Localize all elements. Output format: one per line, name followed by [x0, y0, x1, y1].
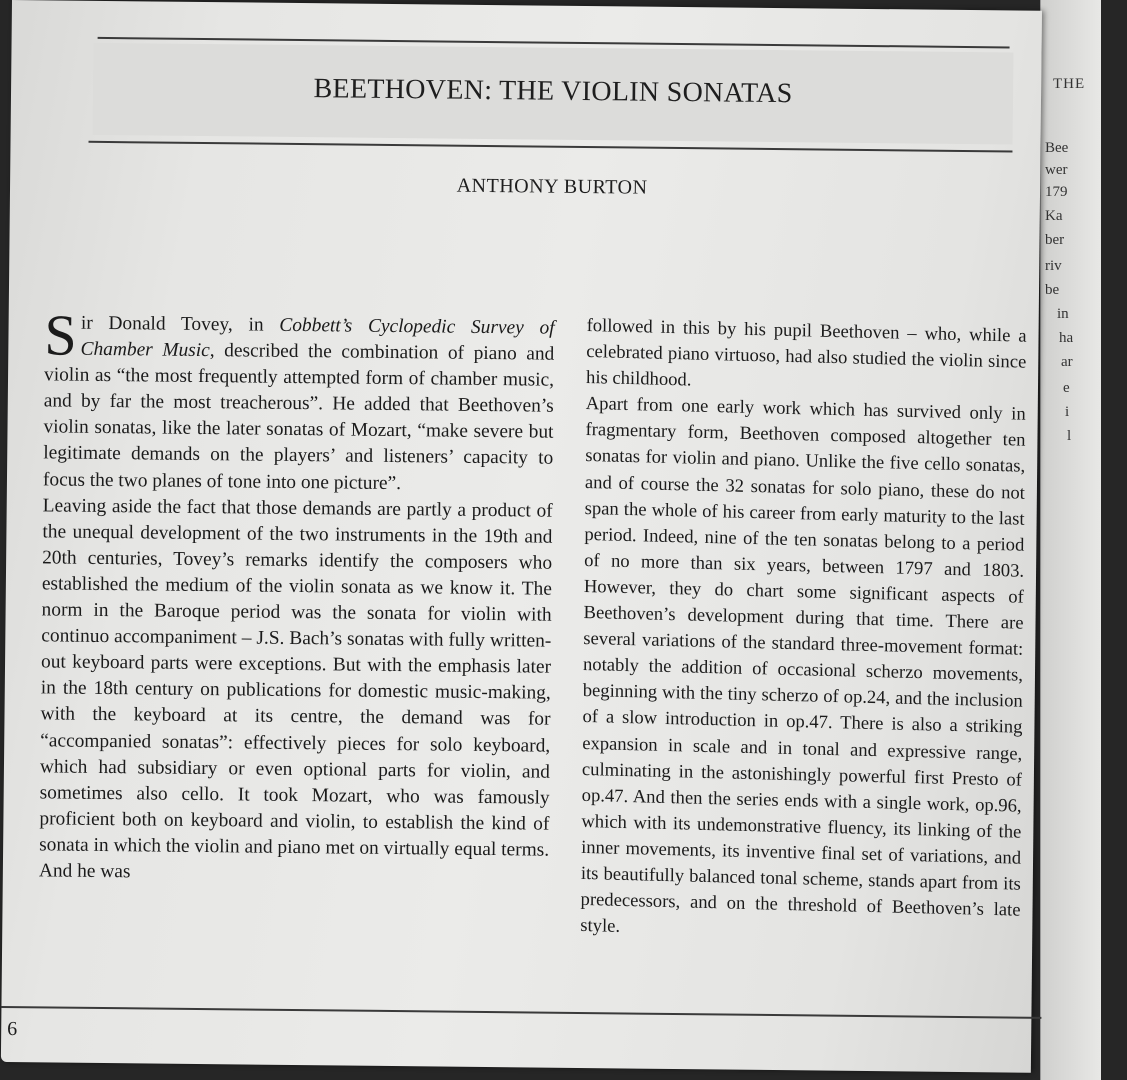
next-page-line: l	[1067, 428, 1072, 444]
next-page-line: i	[1065, 404, 1070, 420]
left-paragraph-2: Leaving aside the fact that those demands are partly a product of the unequal development of the two instruments in the 19th and 20th centuries, Tovey’s remarks identify the composers who established the medium of the violin sonata as we know it. The norm in the Baroque period was the sonata for violin with continuo accompaniment – J.S. Bach’s sonatas with fully written-out keyboard parts were exceptions. But with the emphasis later in the 18th century on publications for domestic music-making, with the keyboard at its centre, the demand was for “accompanied sonatas”: effectively pieces for solo keyboard, which had subsidiary or even optional parts for violin, and sometimes also cello. It took Mozart, who was famously proficient both on keyboard and violin, to establish the kind of sonata in which the violin and piano met on virtually equal terms. And he was	[38, 495, 553, 883]
next-page-line: 179	[1045, 184, 1068, 200]
next-page-line: ar	[1061, 354, 1073, 370]
page-number: 6	[7, 1018, 18, 1041]
paragraph-intro: ir Donald Tovey, in	[80, 312, 280, 336]
right-paragraph-1: followed in this by his pupil Beethoven – who, while a celebrated piano virtuoso, had also studied the violin since his childhood.	[585, 314, 1027, 391]
publication-title: Cobbett’s Cyclopedic Survey of Chamber Music	[80, 314, 555, 362]
next-page-line: ber	[1045, 232, 1065, 248]
next-page-line: riv	[1045, 258, 1062, 274]
left-column	[38, 302, 555, 889]
article-title: BEETHOVEN: THE VIOLIN SONATAS	[313, 73, 793, 110]
next-page-edge	[1040, 0, 1101, 1080]
next-page-heading-fragment: THE	[1053, 76, 1086, 92]
right-paragraph-2: Apart from one early work which has survived only in fragmentary form, Beethoven composed altogether ten sonatas for violin and piano. Unlike the five cello sonatas, and of course the 32 sonatas for solo piano, these do not span the whole of his career from early maturity to the last period. Indeed, nine of the ten sonatas belong to a period of no more than six years, between 1797 and 1803. However, they do chart some significant aspects of Beethoven’s development during that time. There are several variations of the standard three-movement format: notably the addition of occasional scherzo movements, beginning with the tiny scherzo of op.24, and the inclusion of a slow introduction in op.47. There is also a striking expansion in scale and in tonal and expressive range, culminating in the astonishingly powerful first Presto of op.47. And then the series ends with a single work, op.96, which with its undemonstrative fluency, its linking of the inner movements, its inventive final set of variations, and its beautifully balanced tonal scheme, stands apart from its predecessors, and on the threshold of Beethoven’s late style.	[580, 393, 1026, 938]
next-page-line: ha	[1059, 330, 1074, 346]
next-page-line: e	[1063, 380, 1070, 396]
article-author: ANTHONY BURTON	[456, 174, 648, 199]
next-page-line: in	[1057, 306, 1069, 322]
booklet-page	[1, 0, 1042, 1073]
footer-rule	[1, 1006, 1041, 1018]
right-column	[580, 313, 1026, 950]
next-page-line: be	[1045, 282, 1060, 298]
paragraph-text: , described the combination of piano and violin as “the most frequently attempted form of chamber music, and by far the most treacherous”. He added that Beethoven’s violin sonatas, like the later sonatas of Mozart, “make severe but legitimate demands on the players’ and listeners’ capacity to focus the two planes of tone into one picture”.	[42, 340, 555, 494]
next-page-line: wer	[1045, 162, 1068, 178]
next-page-line: Ka	[1045, 208, 1063, 224]
drop-cap: S	[44, 302, 78, 368]
left-paragraph-1	[42, 302, 555, 498]
next-page-line: Bee	[1045, 140, 1069, 156]
